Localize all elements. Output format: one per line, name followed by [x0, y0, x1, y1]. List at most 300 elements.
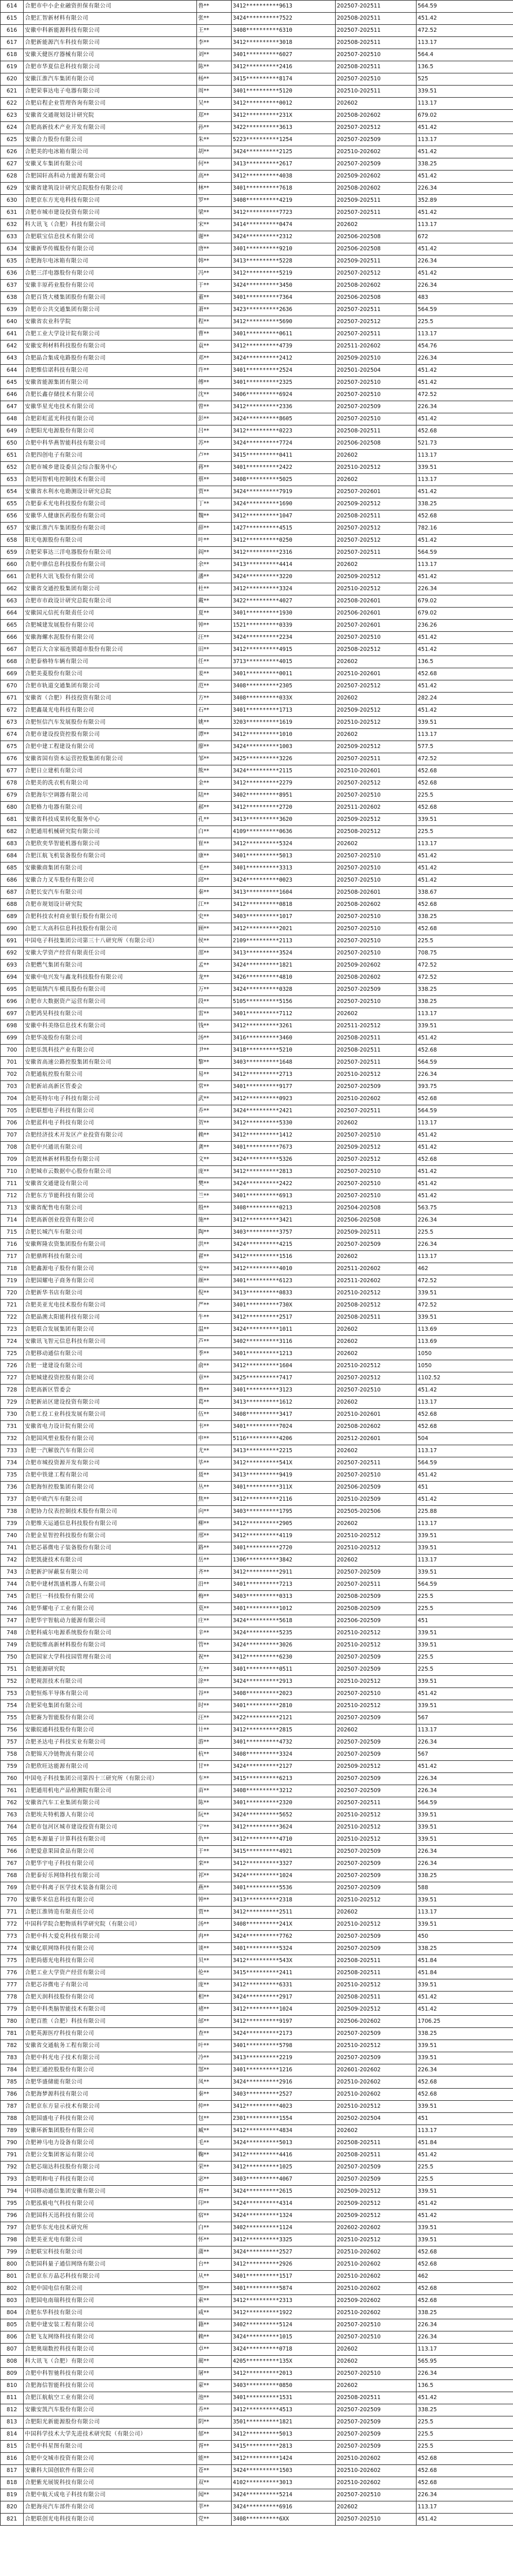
- table-row: [1, 1907, 513, 1919]
- person-name: 邢**: [197, 1530, 232, 1542]
- id-number: 3415**********4921: [232, 1846, 336, 1858]
- subsidy-amount: 113.17: [417, 1724, 513, 1737]
- id-number: 3412**********2416: [232, 61, 336, 73]
- row-index: 743: [1, 1567, 24, 1579]
- person-name: 陶**: [197, 1227, 232, 1239]
- company-name: 合肥一汽解放汽车有限公司: [24, 1445, 197, 1457]
- table-row: [1, 1737, 513, 1749]
- row-index: 614: [1, 1, 24, 13]
- company-name: 安徽华米信息科技有限公司: [24, 1894, 197, 1907]
- id-number: 3412**********1047: [232, 510, 336, 523]
- person-name: 谈**: [197, 1943, 232, 1955]
- person-name: 谷**: [197, 1688, 232, 1700]
- subsidy-period: 202507-202510: [336, 1385, 417, 1397]
- row-index: 629: [1, 183, 24, 195]
- id-number: 3422**********3613: [232, 122, 336, 134]
- id-number: 3418**********5210: [232, 1045, 336, 1057]
- table-row: [1, 2016, 513, 2028]
- subsidy-period: 202507-202510: [336, 875, 417, 887]
- person-name: 臧**: [197, 2125, 232, 2137]
- subsidy-amount: 564.59: [417, 1457, 513, 1470]
- company-name: 安徽中科美络信息技术有限公司: [24, 1020, 197, 1032]
- table-row: [1, 2101, 513, 2113]
- subsidy-amount: 339.51: [417, 2222, 513, 2234]
- subsidy-period: 202510-202602: [336, 2271, 417, 2283]
- row-index: 628: [1, 171, 24, 183]
- company-name: 合肥中鼎信息科技股份有限公司: [24, 559, 197, 571]
- subsidy-amount: 472.52: [417, 972, 513, 984]
- person-name: 薛**: [197, 523, 232, 535]
- company-name: 合肥市轨道交通集团有限公司: [24, 680, 197, 693]
- id-number: 3408**********6310: [232, 25, 336, 37]
- row-index: 769: [1, 1882, 24, 1894]
- subsidy-amount: 226.34: [417, 1858, 513, 1870]
- table-row: [1, 2356, 513, 2368]
- subsidy-period: 202510-202509: [336, 1494, 417, 1506]
- id-number: 3413**********2215: [232, 1445, 336, 1457]
- id-number: 3401**********6123: [232, 1275, 336, 1287]
- id-number: 3416**********3460: [232, 1032, 336, 1045]
- table-row: [1, 2477, 513, 2489]
- table-row: [1, 935, 513, 948]
- subsidy-period: 202507-202511: [336, 1, 417, 13]
- person-name: 台**: [197, 2259, 232, 2271]
- company-name: 合肥国轩高科动力能源有限公司: [24, 171, 197, 183]
- company-name: 安徽亿联网络科技有限公司: [24, 1943, 197, 1955]
- row-index: 637: [1, 280, 24, 292]
- row-index: 708: [1, 1142, 24, 1154]
- id-number: 3412**********4038: [232, 171, 336, 183]
- subsidy-amount: 226.34: [417, 2064, 513, 2077]
- subsidy-period: 202507-202510: [336, 389, 417, 401]
- row-index: 653: [1, 474, 24, 486]
- row-index: 720: [1, 1287, 24, 1300]
- id-number: 3412**********1010: [232, 729, 336, 741]
- subsidy-period: 202506-202508: [336, 438, 417, 450]
- row-index: 767: [1, 1858, 24, 1870]
- table-row: [1, 146, 513, 158]
- table-row: [1, 1785, 513, 1797]
- row-index: 688: [1, 899, 24, 911]
- subsidy-period: 202508-202601: [336, 887, 417, 899]
- row-index: 709: [1, 1154, 24, 1166]
- subsidy-amount: 338.25: [417, 1870, 513, 1882]
- id-number: 3401**********7024: [232, 1421, 336, 1433]
- company-name: 合肥市城投资源开发有限公司: [24, 1457, 197, 1470]
- subsidy-period: 202602: [336, 1008, 417, 1020]
- subsidy-period: 202602: [336, 2125, 417, 2137]
- row-index: 795: [1, 2198, 24, 2210]
- subsidy-period: 202502-202504: [336, 2113, 417, 2125]
- table-row: [1, 1312, 513, 1324]
- id-number: 3415**********8174: [232, 73, 336, 86]
- company-name: 中国科学院合肥物质科学研究院（有限公司）: [24, 1919, 197, 1931]
- row-index: 699: [1, 1032, 24, 1045]
- subsidy-period: 202507-202511: [336, 25, 417, 37]
- subsidy-amount: 339.51: [417, 1530, 513, 1542]
- company-name: 合肥中科智驰科技有限公司: [24, 2368, 197, 2380]
- table-row: [1, 1008, 513, 1020]
- row-index: 674: [1, 729, 24, 741]
- company-name: 安徽中电兴发与鑫龙科技股份有限公司: [24, 972, 197, 984]
- row-index: 693: [1, 960, 24, 972]
- subsidy-period: 202506-202508: [336, 243, 417, 256]
- subsidy-period: 202507-202509: [336, 2052, 417, 2064]
- subsidy-amount: 225.5: [417, 2441, 513, 2453]
- subsidy-period: 202602: [336, 656, 417, 668]
- table-row: [1, 1130, 513, 1142]
- table-row: [1, 2429, 513, 2441]
- id-number: 3402**********8951: [232, 790, 336, 802]
- subsidy-amount: 679.02: [417, 608, 513, 620]
- subsidy-amount: 451.42: [417, 13, 513, 25]
- table-row: [1, 1700, 513, 1712]
- person-name: 孔**: [197, 814, 232, 826]
- company-name: 合肥高新区管委会: [24, 1385, 197, 1397]
- table-row: [1, 1324, 513, 1336]
- person-name: 聂**: [197, 1470, 232, 1482]
- row-index: 717: [1, 1251, 24, 1263]
- id-number: 3401**********2524: [232, 365, 336, 377]
- id-number: 3424**********1024: [232, 1870, 336, 1882]
- person-name: 尹**: [197, 1045, 232, 1057]
- row-index: 695: [1, 984, 24, 996]
- table-row: [1, 510, 513, 523]
- company-name: 合肥波林新材料股份有限公司: [24, 1154, 197, 1166]
- subsidy-period: 202507-202511: [336, 304, 417, 316]
- row-index: 620: [1, 73, 24, 86]
- company-name: 合肥美亚光电有限公司: [24, 2234, 197, 2246]
- table-row: [1, 2441, 513, 2453]
- subsidy-period: 202602: [336, 1397, 417, 1409]
- table-row: [1, 1020, 513, 1032]
- company-name: 合肥泰禾光电科技股份有限公司: [24, 498, 197, 510]
- subsidy-amount: 338.25: [417, 2404, 513, 2416]
- company-name: 合肥工投工业科技发展有限公司: [24, 1409, 197, 1421]
- person-name: 姚**: [197, 717, 232, 729]
- person-name: 倪**: [197, 1287, 232, 1300]
- table-row: [1, 474, 513, 486]
- subsidy-amount: 338.25: [417, 158, 513, 171]
- row-index: 669: [1, 668, 24, 680]
- id-number: 3408**********2305: [232, 680, 336, 693]
- subsidy-period: 202508-202511: [336, 425, 417, 438]
- subsidy-period: 202602: [336, 219, 417, 231]
- table-row: [1, 1615, 513, 1627]
- row-index: 648: [1, 413, 24, 425]
- id-number: 3412**********3018: [232, 37, 336, 49]
- subsidy-amount: 225.5: [417, 935, 513, 948]
- row-index: 734: [1, 1457, 24, 1470]
- row-index: 713: [1, 1202, 24, 1215]
- table-row: [1, 1105, 513, 1117]
- id-number: 3408**********241X: [232, 1919, 336, 1931]
- company-name: 合肥东华科技有限公司: [24, 2307, 197, 2319]
- subsidy-table-body: [1, 1, 513, 2526]
- subsidy-period: 202508-202511: [336, 1967, 417, 1979]
- id-number: 3412**********2013: [232, 2368, 336, 2380]
- id-number: 3413**********4414: [232, 559, 336, 571]
- row-index: 730: [1, 1409, 24, 1421]
- person-name: 贾**: [197, 1907, 232, 1919]
- id-number: 3401**********5120: [232, 86, 336, 98]
- table-row: [1, 1045, 513, 1057]
- row-index: 712: [1, 1190, 24, 1202]
- person-name: 丛**: [197, 1482, 232, 1494]
- person-name: 鲁**: [197, 1385, 232, 1397]
- row-index: 703: [1, 1081, 24, 1093]
- id-number: 3408**********3417: [232, 1409, 336, 1421]
- id-number: 3424**********6916: [232, 2501, 336, 2514]
- subsidy-period: 202510-202602: [336, 2453, 417, 2465]
- person-name: 兰**: [197, 1190, 232, 1202]
- person-name: 查**: [197, 2028, 232, 2040]
- row-index: 665: [1, 620, 24, 632]
- subsidy-period: 202510-202511: [336, 86, 417, 98]
- table-row: [1, 911, 513, 923]
- row-index: 747: [1, 1615, 24, 1627]
- row-index: 633: [1, 231, 24, 243]
- id-number: 3413**********5228: [232, 256, 336, 268]
- subsidy-amount: 339.51: [417, 717, 513, 729]
- row-index: 794: [1, 2186, 24, 2198]
- subsidy-amount: 226.34: [417, 1239, 513, 1251]
- table-row: [1, 377, 513, 389]
- subsidy-period: 202507-202509: [336, 2162, 417, 2174]
- table-row: [1, 1433, 513, 1445]
- subsidy-period: 202507-202601: [336, 620, 417, 632]
- person-name: 易**: [197, 1069, 232, 1081]
- id-number: 3406**********6924: [232, 389, 336, 401]
- company-name: 合肥联合发展集团有限公司: [24, 1324, 197, 1336]
- id-number: 3408**********5025: [232, 474, 336, 486]
- table-row: [1, 1069, 513, 1081]
- person-name: 秦**: [197, 2089, 232, 2101]
- id-number: 3424**********2115: [232, 765, 336, 778]
- subsidy-period: 202510-202512: [336, 2234, 417, 2246]
- company-name: 合肥中航天成电子科技有限公司: [24, 2489, 197, 2501]
- row-index: 757: [1, 1737, 24, 1749]
- row-index: 656: [1, 510, 24, 523]
- subsidy-amount: 136.5: [417, 656, 513, 668]
- row-index: 803: [1, 2295, 24, 2307]
- row-index: 726: [1, 1360, 24, 1372]
- row-index: 776: [1, 1967, 24, 1979]
- table-row: [1, 595, 513, 608]
- subsidy-period: 202506-202509: [336, 1482, 417, 1494]
- company-name: 合肥经济技术开发区产业投资有限公司: [24, 1130, 197, 1142]
- person-name: 史**: [197, 911, 232, 923]
- company-name: 合肥同智机电控制技术有限公司: [24, 474, 197, 486]
- subsidy-period: 202510-202512: [336, 1542, 417, 1555]
- table-row: [1, 171, 513, 183]
- table-row: [1, 207, 513, 219]
- row-index: 679: [1, 790, 24, 802]
- id-number: 3403**********1017: [232, 911, 336, 923]
- subsidy-period: 202506-202508: [336, 231, 417, 243]
- subsidy-period: 202507-202509: [336, 2404, 417, 2416]
- company-name: 合肥海尔电冰箱有限公司: [24, 256, 197, 268]
- id-number: 3412**********0818: [232, 899, 336, 911]
- person-name: 江**: [197, 899, 232, 911]
- company-name: 合肥协力仪表控制技术股份有限公司: [24, 1506, 197, 1518]
- subsidy-amount: 564.59: [417, 1579, 513, 1591]
- person-name: 祝**: [197, 1652, 232, 1664]
- row-index: 645: [1, 377, 24, 389]
- id-number: 3415**********2411: [232, 1967, 336, 1979]
- id-number: 3412**********1516: [232, 1251, 336, 1263]
- subsidy-amount: 339.51: [417, 1627, 513, 1639]
- subsidy-period: 202602: [336, 1324, 417, 1336]
- table-row: [1, 1591, 513, 1603]
- subsidy-period: 202507-202509: [336, 1652, 417, 1664]
- row-index: 658: [1, 535, 24, 547]
- subsidy-period: 202510-202602: [336, 1093, 417, 1105]
- table-row: [1, 571, 513, 583]
- table-row: [1, 1724, 513, 1737]
- company-name: 安徽华星光电技术有限公司: [24, 401, 197, 413]
- table-row: [1, 2077, 513, 2089]
- company-name: 合肥欣奕华智能机器有限公司: [24, 838, 197, 850]
- table-row: [1, 2198, 513, 2210]
- subsidy-amount: 472.52: [417, 1300, 513, 1312]
- row-index: 667: [1, 644, 24, 656]
- id-number: 3424**********5618: [232, 1615, 336, 1627]
- company-name: 合肥中铁建工程有限公司: [24, 1470, 197, 1482]
- subsidy-amount: 563.75: [417, 1202, 513, 1215]
- person-name: 邱**: [197, 875, 232, 887]
- subsidy-amount: 1050: [417, 1348, 513, 1360]
- subsidy-amount: 226.34: [417, 2368, 513, 2380]
- row-index: 758: [1, 1749, 24, 1761]
- subsidy-amount: 339.51: [417, 86, 513, 98]
- person-name: 车**: [197, 1773, 232, 1785]
- row-index: 625: [1, 134, 24, 146]
- subsidy-amount: 113.17: [417, 328, 513, 340]
- subsidy-amount: 472.52: [417, 389, 513, 401]
- subsidy-amount: 225.5: [417, 1591, 513, 1603]
- id-number: 3412**********3327: [232, 1858, 336, 1870]
- row-index: 793: [1, 2174, 24, 2186]
- table-row: [1, 741, 513, 753]
- subsidy-period: 202507-202509: [336, 1737, 417, 1749]
- subsidy-amount: 113.17: [417, 450, 513, 462]
- row-index: 716: [1, 1239, 24, 1251]
- id-number: 3402**********3116: [232, 1336, 336, 1348]
- company-name: 安徽省科技成果转化服务中心: [24, 814, 197, 826]
- company-name: 合肥鑫晟光电科技有限公司: [24, 705, 197, 717]
- subsidy-amount: 113.17: [417, 1397, 513, 1409]
- company-name: 合肥奥瑞数控科技有限公司: [24, 2344, 197, 2356]
- row-index: 791: [1, 2149, 24, 2162]
- subsidy-period: 202508-202511: [336, 13, 417, 25]
- person-name: 胥**: [197, 2186, 232, 2198]
- subsidy-period: 202602: [336, 559, 417, 571]
- subsidy-amount: 564.59: [417, 304, 513, 316]
- id-number: 3412**********2713: [232, 1069, 336, 1081]
- person-name: 姜**: [197, 668, 232, 680]
- subsidy-amount: 451.42: [417, 1470, 513, 1482]
- id-number: 1427**********4515: [232, 523, 336, 535]
- id-number: 3412**********2313: [232, 2295, 336, 2307]
- subsidy-period: 202510-202602: [336, 2477, 417, 2489]
- subsidy-period: 202508-202512: [336, 1300, 417, 1312]
- subsidy-amount: 450: [417, 1931, 513, 1943]
- id-number: 3401**********2320: [232, 1797, 336, 1809]
- id-number: 4102**********3013: [232, 2477, 336, 2489]
- id-number: 3426**********4810: [232, 972, 336, 984]
- subsidy-period: 202510-202602: [336, 2283, 417, 2295]
- table-row: [1, 608, 513, 620]
- subsidy-period: 202507-202509: [336, 1785, 417, 1797]
- person-name: 季**: [197, 1348, 232, 1360]
- row-index: 797: [1, 2222, 24, 2234]
- company-name: 合肥工业大学资产经营有限公司: [24, 1967, 197, 1979]
- subsidy-period: 202507-202511: [336, 1797, 417, 1809]
- id-number: 3424**********5013: [232, 2137, 336, 2149]
- person-name: 翟**: [197, 1251, 232, 1263]
- company-name: 合肥百大合家福连锁超市股份有限公司: [24, 644, 197, 656]
- person-name: 柳**: [197, 1518, 232, 1530]
- company-name: 合肥高新创业投资有限公司: [24, 1215, 197, 1227]
- person-name: 彭**: [197, 413, 232, 425]
- row-index: 630: [1, 195, 24, 207]
- subsidy-amount: 451.42: [417, 2392, 513, 2404]
- subsidy-amount: 452.68: [417, 2259, 513, 2271]
- subsidy-amount: 338.25: [417, 2028, 513, 2040]
- person-name: 汤**: [197, 1032, 232, 1045]
- company-name: 合肥东方节能科技有限公司: [24, 1190, 197, 1202]
- company-name: 合肥通航控股有限公司: [24, 1069, 197, 1081]
- table-row: [1, 2089, 513, 2101]
- subsidy-period: 202510-202602: [336, 146, 417, 158]
- subsidy-period: 202507-202510: [336, 850, 417, 863]
- row-index: 644: [1, 365, 24, 377]
- subsidy-amount: 451.42: [417, 1385, 513, 1397]
- person-name: 鄂**: [197, 2283, 232, 2295]
- id-number: 3403**********0313: [232, 1591, 336, 1603]
- row-index: 689: [1, 911, 24, 923]
- row-index: 651: [1, 450, 24, 462]
- company-name: 合肥华凌股份有限公司: [24, 1032, 197, 1045]
- company-name: 合肥长安汽车有限公司: [24, 887, 197, 899]
- id-number: 4109**********0636: [232, 826, 336, 838]
- subsidy-amount: 452.68: [417, 1421, 513, 1433]
- person-name: 怀**: [197, 2234, 232, 2246]
- company-name: 合肥巨一科技股份有限公司: [24, 1591, 197, 1603]
- company-name: 合肥尚德光电科技有限公司: [24, 1955, 197, 1967]
- subsidy-amount: 226.34: [417, 1773, 513, 1785]
- subsidy-period: 202507-202511: [336, 1057, 417, 1069]
- person-name: 毛**: [197, 2137, 232, 2149]
- subsidy-amount: 339.51: [417, 1919, 513, 1931]
- table-row: [1, 1421, 513, 1433]
- person-name: 孟**: [197, 960, 232, 972]
- subsidy-period: 202507-202511: [336, 328, 417, 340]
- row-index: 680: [1, 802, 24, 814]
- id-number: 3401**********4732: [232, 1737, 336, 1749]
- person-name: 苗**: [197, 1785, 232, 1797]
- person-name: 萧**: [197, 304, 232, 316]
- subsidy-amount: 339.51: [417, 1834, 513, 1846]
- row-index: 714: [1, 1215, 24, 1227]
- person-name: 曹**: [197, 328, 232, 340]
- table-row: [1, 2416, 513, 2429]
- subsidy-amount: 451.84: [417, 2137, 513, 2149]
- subsidy-period: 202508-202511: [336, 2137, 417, 2149]
- person-name: 叶**: [197, 2040, 232, 2052]
- person-name: 汪**: [197, 1712, 232, 1724]
